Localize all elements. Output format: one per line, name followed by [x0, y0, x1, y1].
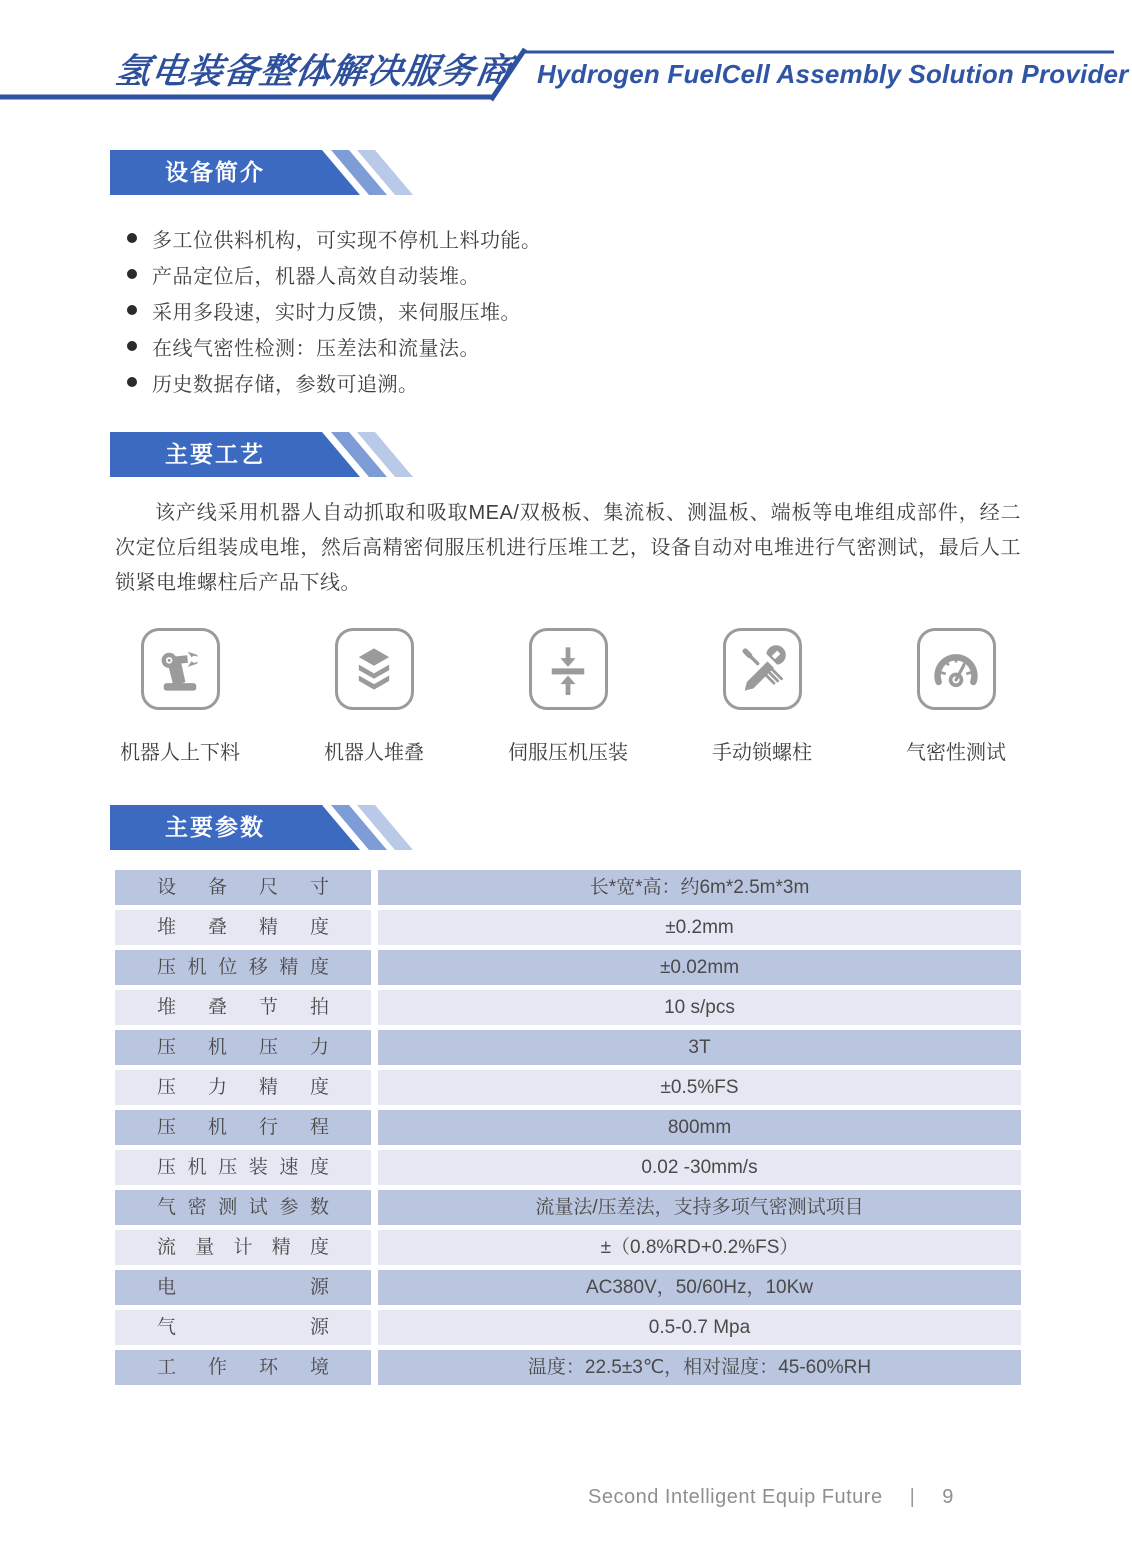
- param-label: 压机位移精度: [115, 950, 371, 985]
- column-gap: [371, 1230, 378, 1265]
- param-label: 气源: [115, 1310, 371, 1345]
- section-heading-intro: 设备简介: [165, 159, 265, 185]
- param-value: 流量法/压差法，支持多项气密测试项目: [378, 1190, 1021, 1225]
- section-banner-process: [110, 432, 422, 477]
- column-gap: [371, 1310, 378, 1345]
- section-heading-params: 主要参数: [165, 814, 265, 840]
- robot-arm-icon: [141, 628, 220, 710]
- page-number: 9: [942, 1486, 954, 1508]
- param-value: 10 s/pcs: [378, 990, 1021, 1025]
- process-step: [309, 628, 439, 765]
- process-step: [891, 628, 1021, 765]
- param-value: 0.02 -30mm/s: [378, 1150, 1021, 1185]
- process-description: 该产线采用机器人自动抓取和吸取MEA/双极板、集流板、测温板、端板等电堆组成部件，经二次定位后组装成电堆，然后高精密伺服压机进行压堆工艺，设备自动对电堆进行气密测试，最后人工锁紧电堆螺柱后产品下线。: [115, 502, 1021, 594]
- table-row: [115, 1110, 1021, 1145]
- table-row: [115, 1270, 1021, 1305]
- company-slogan-en: Hydrogen FuelCell Assembly Solution Provider: [537, 59, 1129, 89]
- param-label: 堆叠节拍: [115, 990, 371, 1025]
- footer-divider: |: [909, 1486, 916, 1508]
- section-banner-intro: [110, 150, 422, 195]
- table-row: [115, 1190, 1021, 1225]
- step-label: 机器人堆叠: [324, 742, 424, 764]
- param-label: 工作环境: [115, 1350, 371, 1385]
- column-gap: [371, 870, 378, 905]
- bullet-text: 历史数据存储，参数可追溯。: [152, 373, 419, 396]
- param-label: 气密测试参数: [115, 1190, 371, 1225]
- step-label: 伺服压机压装: [508, 742, 628, 764]
- param-label: 压力精度: [115, 1070, 371, 1105]
- param-label: 压机行程: [115, 1110, 371, 1145]
- list-item: [127, 220, 967, 256]
- column-gap: [371, 1070, 378, 1105]
- param-value: ±0.02mm: [378, 950, 1021, 985]
- bullet-dot-icon: [127, 305, 137, 315]
- param-label: 流量计精度: [115, 1230, 371, 1265]
- column-gap: [371, 1150, 378, 1185]
- process-step: [115, 628, 245, 765]
- page-footer: [588, 1486, 954, 1509]
- param-label: 压机压装速度: [115, 1150, 371, 1185]
- bullet-dot-icon: [127, 269, 137, 279]
- intro-bullet-list: [127, 220, 967, 400]
- table-row: [115, 870, 1021, 905]
- stack-icon: [335, 628, 414, 710]
- table-row: [115, 1310, 1021, 1345]
- list-item: [127, 328, 967, 364]
- column-gap: [371, 1190, 378, 1225]
- column-gap: [371, 1030, 378, 1065]
- process-step: [697, 628, 827, 765]
- param-value: AC380V，50/60Hz，10Kw: [378, 1270, 1021, 1305]
- bullet-dot-icon: [127, 377, 137, 387]
- column-gap: [371, 1270, 378, 1305]
- list-item: [127, 256, 967, 292]
- process-steps: [115, 628, 1021, 765]
- param-value: 3T: [378, 1030, 1021, 1065]
- section-heading-process: 主要工艺: [165, 441, 265, 467]
- bullet-text: 产品定位后，机器人高效自动装堆。: [152, 265, 480, 288]
- param-value: 800mm: [378, 1110, 1021, 1145]
- param-label: 电源: [115, 1270, 371, 1305]
- param-label: 堆叠精度: [115, 910, 371, 945]
- tools-icon: [723, 628, 802, 710]
- param-label: 压机压力: [115, 1030, 371, 1065]
- footer-slogan: Second Intelligent Equip Future: [588, 1486, 883, 1508]
- bullet-text: 在线气密性检测：压差法和流量法。: [152, 337, 480, 360]
- process-step: [503, 628, 633, 765]
- param-value: ±0.5%FS: [378, 1070, 1021, 1105]
- bullet-dot-icon: [127, 341, 137, 351]
- param-value: 0.5-0.7 Mpa: [378, 1310, 1021, 1345]
- param-value: ±0.2mm: [378, 910, 1021, 945]
- section-banner-params: [110, 805, 422, 850]
- bullet-text: 多工位供料机构，可实现不停机上料功能。: [152, 229, 542, 252]
- column-gap: [371, 1110, 378, 1145]
- list-item: [127, 292, 967, 328]
- list-item: [127, 364, 967, 400]
- table-row: [115, 1070, 1021, 1105]
- param-value: ±（0.8%RD+0.2%FS）: [378, 1230, 1021, 1265]
- param-value: 温度：22.5±3℃，相对湿度：45-60%RH: [378, 1350, 1021, 1385]
- param-value: 长*宽*高：约6m*2.5m*3m: [378, 870, 1021, 905]
- column-gap: [371, 910, 378, 945]
- column-gap: [371, 950, 378, 985]
- step-label: 气密性测试: [906, 742, 1006, 764]
- table-row: [115, 1150, 1021, 1185]
- table-row: [115, 950, 1021, 985]
- bullet-dot-icon: [127, 233, 137, 243]
- column-gap: [371, 1350, 378, 1385]
- table-row: [115, 1030, 1021, 1065]
- table-row: [115, 1230, 1021, 1265]
- step-label: 手动锁螺柱: [712, 742, 812, 764]
- column-gap: [371, 990, 378, 1025]
- table-row: [115, 1350, 1021, 1385]
- company-slogan-zh: 氢电装备整体解决服务商: [112, 52, 515, 91]
- gauge-icon: [917, 628, 996, 710]
- param-label: 设备尺寸: [115, 870, 371, 905]
- step-label: 机器人上下料: [120, 742, 240, 764]
- table-row: [115, 990, 1021, 1025]
- press-icon: [529, 628, 608, 710]
- bullet-text: 采用多段速，实时力反馈，来伺服压堆。: [152, 301, 521, 324]
- table-row: [115, 910, 1021, 945]
- parameters-table: [115, 870, 1021, 1390]
